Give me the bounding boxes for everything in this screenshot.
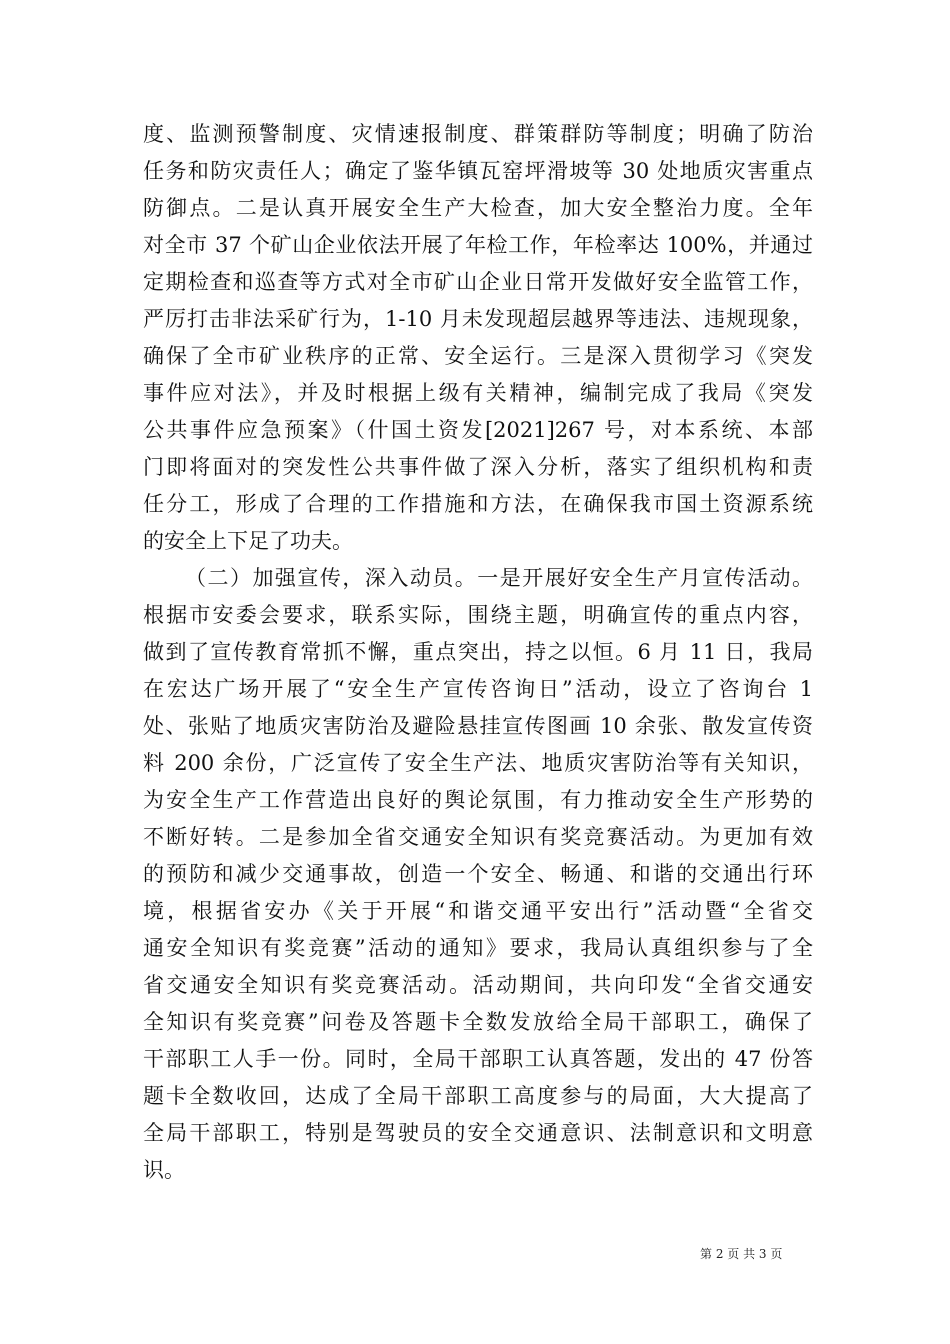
text-line: 严厉打击非法采矿行为，1-10 月未发现超层越界等违法、违规现象， (143, 307, 813, 331)
text-line: 度、监测预警制度、灾情速报制度、群策群防等制度；明确了防治 (143, 122, 813, 146)
document-body (143, 116, 813, 1189)
text-line: 省交通安全知识有奖竞赛活动。活动期间，共向印发“全省交通安 (143, 973, 813, 997)
text-line: 防御点。二是认真开展安全生产大检查，加大安全整治力度。全年 (143, 196, 813, 220)
text-line: 根据市安委会要求，联系实际，围绕主题，明确宣传的重点内容， (143, 603, 813, 627)
paragraph-1 (143, 116, 813, 560)
text-line: 在宏达广场开展了“安全生产宣传咨询日”活动，设立了咨询台 1 (143, 677, 813, 701)
paragraph-2 (143, 560, 813, 1189)
text-line: 境，根据省安办《关于开展“和谐交通平安出行”活动暨“全省交 (143, 899, 813, 923)
text-line: 的安全上下足了功夫。 (143, 529, 353, 553)
text-line: 通安全知识有奖竞赛”活动的通知》要求，我局认真组织参与了全 (143, 936, 813, 960)
page-number: 第 2 页 共 3 页 (700, 1247, 783, 1261)
text-line: 料 200 余份，广泛宣传了安全生产法、地质灾害防治等有关知识， (143, 751, 813, 775)
text-line: 题卡全数收回，达成了全局干部职工高度参与的局面，大大提高了 (143, 1084, 813, 1108)
text-line: 对全市 37 个矿山企业依法开展了年检工作，年检率达 100%，并通过 (143, 233, 813, 257)
text-line: 公共事件应急预案》（什国土资发[2021]267 号，对本系统、本部 (143, 418, 813, 442)
text-line: 确保了全市矿业秩序的正常、安全运行。三是深入贯彻学习《突发 (143, 344, 813, 368)
text-line: 事件应对法》，并及时根据上级有关精神，编制完成了我局《突发 (143, 381, 813, 405)
text-line: 任分工，形成了合理的工作措施和方法，在确保我市国土资源系统 (143, 492, 813, 516)
text-line: 全知识有奖竞赛”问卷及答题卡全数发放给全局干部职工，确保了 (143, 1010, 813, 1034)
text-line: 做到了宣传教育常抓不懈，重点突出，持之以恒。6 月 11 日，我局 (143, 640, 813, 664)
text-line: 定期检查和巡查等方式对全市矿山企业日常开发做好安全监管工作， (143, 270, 813, 294)
text-line: 不断好转。二是参加全省交通安全知识有奖竞赛活动。为更加有效 (143, 825, 813, 849)
text-line: 任务和防灾责任人；确定了鉴华镇瓦窑坪滑坡等 30 处地质灾害重点 (143, 159, 813, 183)
text-line: 门即将面对的突发性公共事件做了深入分析，落实了组织机构和责 (143, 455, 813, 479)
text-line: （二）加强宣传，深入动员。一是开展好安全生产月宣传活动。 (185, 566, 813, 590)
text-line: 处、张贴了地质灾害防治及避险悬挂宣传图画 10 余张、散发宣传资 (143, 714, 813, 738)
text-line: 识。 (143, 1158, 185, 1182)
text-line: 的预防和减少交通事故，创造一个安全、畅通、和谐的交通出行环 (143, 862, 813, 886)
text-line: 干部职工人手一份。同时，全局干部职工认真答题，发出的 47 份答 (143, 1047, 813, 1071)
text-line: 为安全生产工作营造出良好的舆论氛围，有力推动安全生产形势的 (143, 788, 813, 812)
text-line: 全局干部职工，特别是驾驶员的安全交通意识、法制意识和文明意 (143, 1121, 813, 1145)
